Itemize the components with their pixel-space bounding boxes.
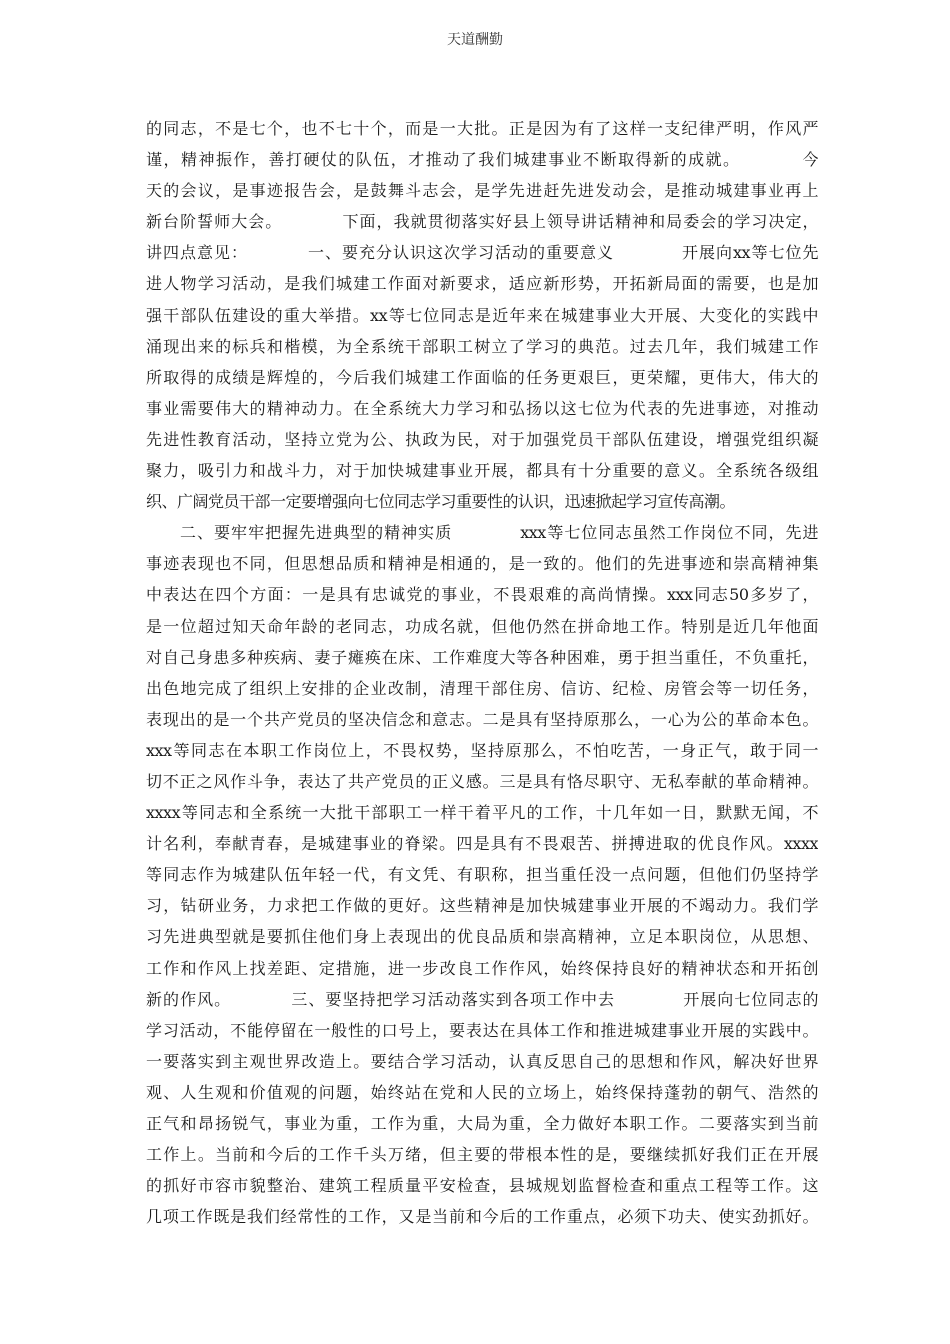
- text-line: 学习活动，不能停留在一般性的口号上，要表达在具体工作和推进城建事业开展的实践中。: [146, 1020, 818, 1040]
- document-body: [146, 113, 818, 1232]
- text-line: 二、要牢牢把握先进典型的精神实质 xxx等七位同志虽然工作岗位不同，先进: [146, 523, 818, 543]
- text-line: 进人物学习活动，是我们城建工作面对新要求，适应新形势，开拓新局面的需要，也是加: [146, 274, 818, 294]
- page-header: 天道酬勤: [447, 32, 503, 48]
- text-line: 计名利，奉献青春，是城建事业的脊梁。四是具有不畏艰苦、拼搏进取的优良作风。xxxx: [146, 834, 818, 854]
- text-line: 事迹表现也不同，但思想品质和精神是相通的，是一致的。他们的先进事迹和崇高精神集: [146, 554, 818, 574]
- text-line: 正气和昂扬锐气，事业为重，工作为重，大局为重，全力做好本职工作。二要落实到当前: [146, 1114, 818, 1133]
- text-line: 习，钻研业务，力求把工作做的更好。这些精神是加快城建事业开展的不竭动力。我们学: [146, 896, 818, 916]
- text-line: 观、人生观和价值观的问题，始终站在党和人民的立场上，始终保持蓬勃的朝气、浩然的: [146, 1082, 818, 1102]
- text-line: 是一位超过知天命年龄的老同志，功成名就，但他仍然在拼命地工作。特别是近几年他面: [146, 616, 818, 636]
- text-line: 的同志，不是七个，也不七十个，而是一大批。正是因为有了这样一支纪律严明，作风严: [146, 119, 818, 138]
- text-line: xxx等同志在本职工作岗位上，不畏权势，坚持原那么，不怕吃苦，一身正气，敢于同一: [146, 740, 818, 760]
- text-line: 织、广阔党员干部一定要增强向七位同志学习重要性的认识，迅速掀起学习宣传高潮。: [146, 492, 736, 512]
- text-line: 工作上。当前和今后的工作千头万绪，但主要的带根本性的是，要继续抓好我们正在开展: [146, 1145, 818, 1165]
- text-line: 出色地完成了组织上安排的企业改制，清理干部住房、信访、纪检、房管会等一切任务，: [146, 678, 818, 698]
- text-line: 中表达在四个方面：一是具有忠诚党的事业，不畏艰难的高尚情操。xxx同志50多岁了，: [146, 585, 818, 605]
- text-line: 所取得的成绩是辉煌的，今后我们城建工作面临的任务更艰巨，更荣耀，更伟大，伟大的: [146, 367, 818, 387]
- text-line: 习先进典型就是要抓住他们身上表现出的优良品质和崇高精神，立足本职岗位，从思想、: [146, 927, 818, 947]
- text-line: 涌现出来的标兵和楷模，为全系统干部职工树立了学习的典范。过去几年，我们城建工作: [146, 336, 818, 356]
- text-line: 谨，精神振作，善打硬仗的队伍，才推动了我们城建事业不断取得新的成就。 今: [146, 150, 818, 170]
- text-line: 讲四点意见： 一、要充分认识这次学习活动的重要意义 开展向xx等七位先: [146, 243, 818, 263]
- text-line: 等同志作为城建队伍年轻一代，有文凭、有职称，担当重任没一点问题，但他们仍坚持学: [146, 865, 818, 885]
- text-line: 一要落实到主观世界改造上。要结合学习活动，认真反思自己的思想和作风，解决好世界: [146, 1051, 818, 1071]
- text-line: 表现出的是一个共产党员的坚决信念和意志。二是具有坚持原那么，一心为公的革命本色。: [146, 709, 818, 729]
- text-line: 切不正之风作斗争，表达了共产党员的正义感。三是具有恪尽职守、无私奉献的革命精神。: [146, 771, 818, 791]
- text-line: 事业需要伟大的精神动力。在全系统大力学习和弘扬以这七位为代表的先进事迹，对推动: [146, 398, 818, 418]
- text-line: 新台阶誓师大会。 下面，我就贯彻落实好县上领导讲话精神和局委会的学习决定，: [146, 212, 818, 232]
- text-line: 先进性教育活动，坚持立党为公、执政为民，对于加强党员干部队伍建设，增强党组织凝: [146, 429, 818, 449]
- text-line: 的抓好市容市貌整治、建筑工程质量平安检查，县城规划监督检查和重点工程等工作。这: [146, 1176, 818, 1196]
- text-line: 强干部队伍建设的重大举措。xx等七位同志是近年来在城建事业大开展、大变化的实践中: [146, 305, 818, 325]
- text-line: 对自己身患多种疾病、妻子瘫痪在床、工作难度大等各种困难，勇于担当重任，不负重托，: [146, 647, 818, 667]
- text-line: 几项工作既是我们经常性的工作，又是当前和今后的工作重点，必须下功夫、使实劲抓好。: [146, 1207, 818, 1227]
- text-line: xxxx等同志和全系统一大批干部职工一样干着平凡的工作，十几年如一日，默默无闻，不: [146, 803, 818, 823]
- text-line: 天的会议，是事迹报告会，是鼓舞斗志会，是学先进赶先进发动会，是推动城建事业再上: [146, 181, 818, 201]
- text-line: 新的作风。 三、要坚持把学习活动落实到各项工作中去 开展向七位同志的: [146, 989, 818, 1009]
- text-line: 工作和作风上找差距、定措施，进一步改良工作作风，始终保持良好的精神状态和开拓创: [146, 958, 818, 978]
- text-line: 聚力，吸引力和战斗力，对于加快城建事业开展，都具有十分重要的意义。全系统各级组: [146, 461, 818, 481]
